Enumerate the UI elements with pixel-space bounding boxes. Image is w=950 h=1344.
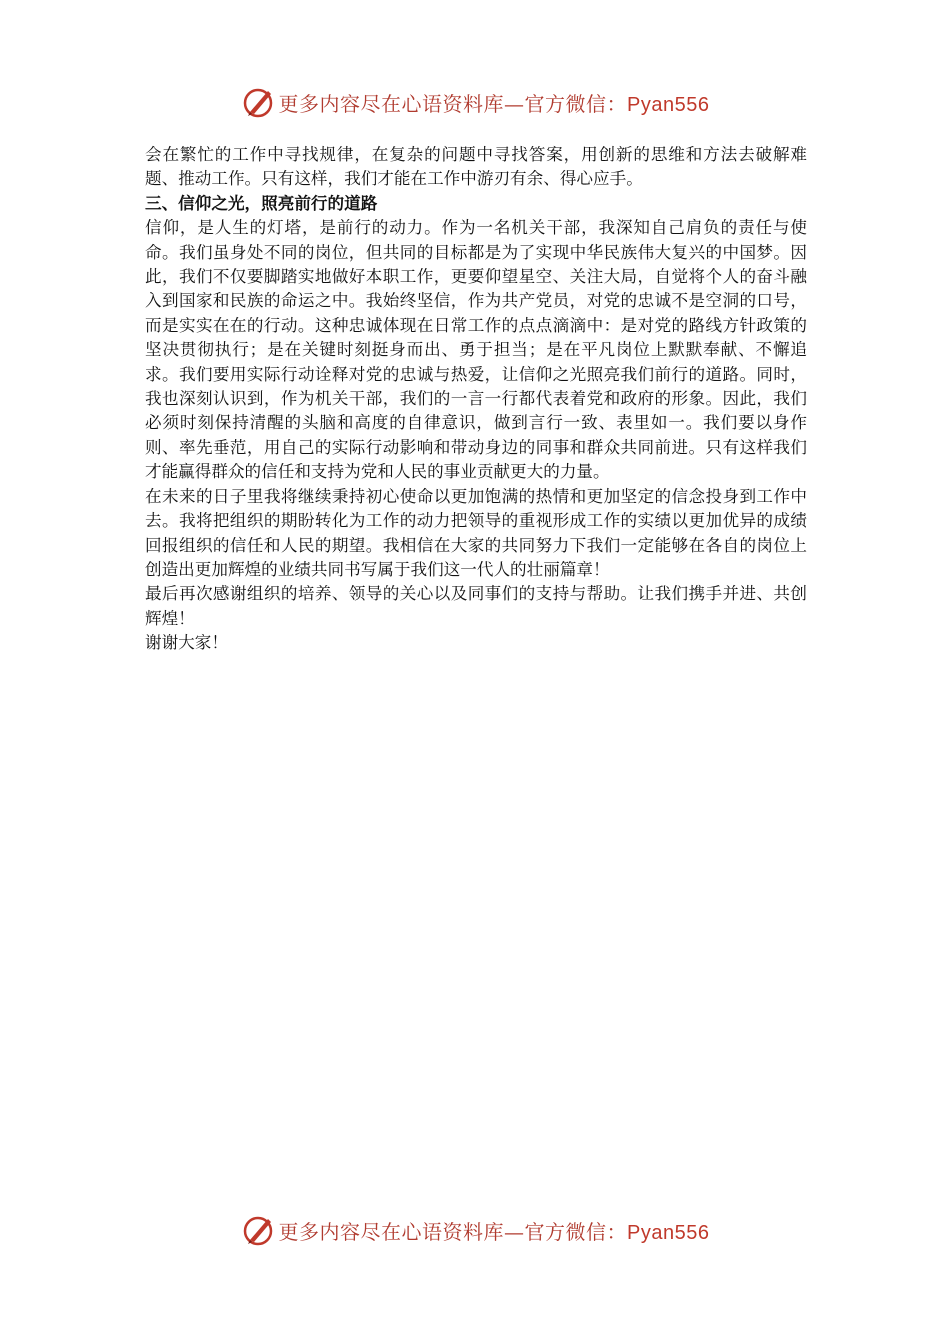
paragraph-thanks: 最后再次感谢组织的培养、领导的关心以及同事们的支持与帮助。让我们携手并进、共创辉煌！ <box>145 584 807 628</box>
paragraph-continuation: 会在繁忙的工作中寻找规律，在复杂的问题中寻找答案，用创新的思维和方法去破解难题、推动工作。只有这样，我们才能在工作中游刃有余、得心应手。 <box>145 145 807 189</box>
paragraph-closing: 谢谢大家！ <box>145 633 228 653</box>
pen-logo-icon <box>241 85 275 119</box>
paragraph-future: 在未来的日子里我将继续秉持初心使命以更加饱满的热情和更加坚定的信念投身到工作中去。我将把组织的期盼转化为工作的动力把领导的重视形成工作的实绩以更加优异的成绩回报组织的信任和人民的期望。我相信在大家的共同努力下我们一定能够在各自的岗位上创造出更加辉煌的业绩共同书写属于我们这一代人的壮丽篇章！ <box>145 486 807 579</box>
section-heading: 三、信仰之光，照亮前行的道路 <box>145 193 378 213</box>
paragraph-faith: 信仰，是人生的灯塔，是前行的动力。作为一名机关干部，我深知自己肩负的责任与使命。我们虽身处不同的岗位，但共同的目标都是为了实现中华民族伟大复兴的中国梦。因此，我们不仅要脚踏实地做好本职工作，更要仰望星空、关注大局，自觉将个人的奋斗融入到国家和民族的命运之中。我始终坚信，作为共产党员，对党的忠诚不是空洞的口号，而是实实在在的行动。这种忠诚体现在日常工作的点点滴滴中：是对党的路线方针政策的坚决贯彻执行；是在关键时刻挺身而出、勇于担当；是在平凡岗位上默默奉献、不懈追求。我们要用实际行动诠释对党的忠诚与热爱，让信仰之光照亮我们前行的道路。同时，我也深刻认识到，作为机关干部，我们的一言一行都代表着党和政府的形象。因此，我们必须时刻保持清醒的头脑和高度的自律意识，做到言行一致、表里如一。我们要以身作则、率先垂范，用自己的实际行动影响和带动身边的同事和群众共同前进。只有这样我们才能赢得群众的信任和支持为党和人民的事业贡献更大的力量。 <box>145 218 807 482</box>
header-banner-text: 更多内容尽在心语资料库—官方微信：Pyan556 <box>278 91 710 116</box>
header-wechat-code: Pyan556 <box>627 93 710 116</box>
footer-wechat-code: Pyan556 <box>627 1221 710 1244</box>
pen-logo-icon <box>241 1213 275 1247</box>
footer-banner <box>0 1210 950 1250</box>
header-banner <box>0 82 950 122</box>
document-body <box>145 143 807 656</box>
footer-banner-text: 更多内容尽在心语资料库—官方微信：Pyan556 <box>278 1219 710 1244</box>
